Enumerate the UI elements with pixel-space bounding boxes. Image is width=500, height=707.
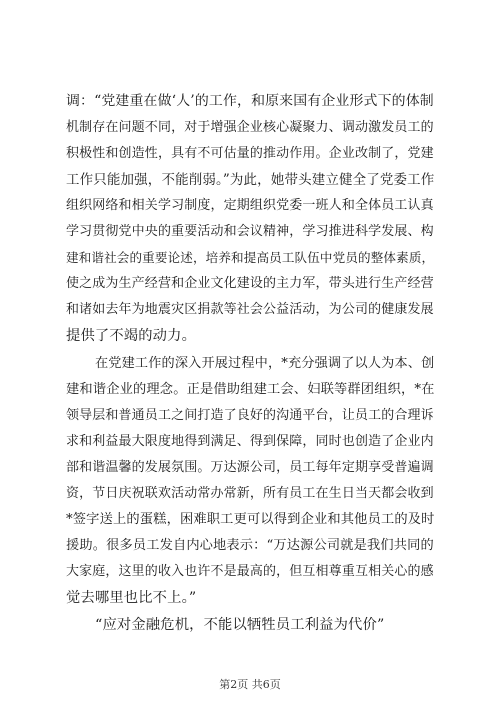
paragraph-2-line-3: 领导层和普通员工之间打造了良好的沟通平台，让员工的合理诉 bbox=[66, 408, 434, 423]
section-quote-heading: “应对金融危机，不能以牺牲员工利益为代价” bbox=[95, 617, 385, 633]
paragraph-2-line-2: 建和谐企业的理念。正是借助组建工会、妇联等群团组织，*在 bbox=[66, 382, 435, 397]
paragraph-1-line-5: 组织网络和相关学习制度，定期组织党委一班人和全体员工认真 bbox=[66, 198, 434, 213]
paragraph-1-line-6: 学习贯彻党中央的重要活动和会议精神，学习推进科学发展、构 bbox=[66, 224, 434, 239]
paragraph-1-line-7: 建和谐社会的重要论述，培养和提高员工队伍中党员的整体素质， bbox=[66, 250, 435, 265]
paragraph-2-line-7: *签字送上的蛋糕，困难职工更可以得到企业和其他员工的及时 bbox=[66, 512, 435, 527]
paragraph-1-line-1: 调：“党建重在做‘人’的工作，和原来国有企业形式下的体制 bbox=[66, 93, 434, 109]
page-number-footer: 第2页 共6页 bbox=[219, 678, 281, 691]
paragraph-1-line-4: 工作只能加强，不能削弱。”为此，她带头建立健全了党委工作 bbox=[66, 172, 435, 188]
paragraph-2-line-8: 援助。很多员工发自内心地表示：“万达源公司就是我们共同的 bbox=[66, 538, 434, 553]
paragraph-2-line-9: 大家庭，这里的收入也许不是最高的，但互相尊重互相关心的感 bbox=[66, 564, 434, 579]
paragraph-2-line-1: 在党建工作的深入开展过程中，*充分强调了以人为本、创 bbox=[95, 356, 435, 371]
paragraph-2-line-5: 部和谐温馨的发展氛围。万达源公司，员工每年定期享受普遍调 bbox=[66, 460, 434, 475]
paragraph-1-line-3: 积极性和创造性，具有不可估量的推动作用。企业改制了，党建 bbox=[66, 146, 434, 161]
paragraph-1-line-2: 机制存在问题不同，对于增强企业核心凝聚力、调动激发员工的 bbox=[66, 120, 434, 135]
paragraph-2-line-4: 求和利益最大限度地得到满足、得到保障，同时也创造了企业内 bbox=[66, 434, 434, 449]
paragraph-2-line-6: 资，节日庆祝联欢活动常办常新，所有员工在生日当天都会收到 bbox=[66, 486, 434, 501]
paragraph-1-line-10: 提供了不竭的动力。 bbox=[66, 328, 197, 344]
paragraph-2-line-10: 觉去哪里也比不上。” bbox=[66, 590, 197, 606]
paragraph-1-line-9: 和诸如去年为地震灾区捐款等社会公益活动，为公司的健康发展 bbox=[66, 302, 434, 317]
paragraph-1-line-8: 使之成为生产经营和企业文化建设的主力军，带头进行生产经营 bbox=[66, 276, 434, 291]
